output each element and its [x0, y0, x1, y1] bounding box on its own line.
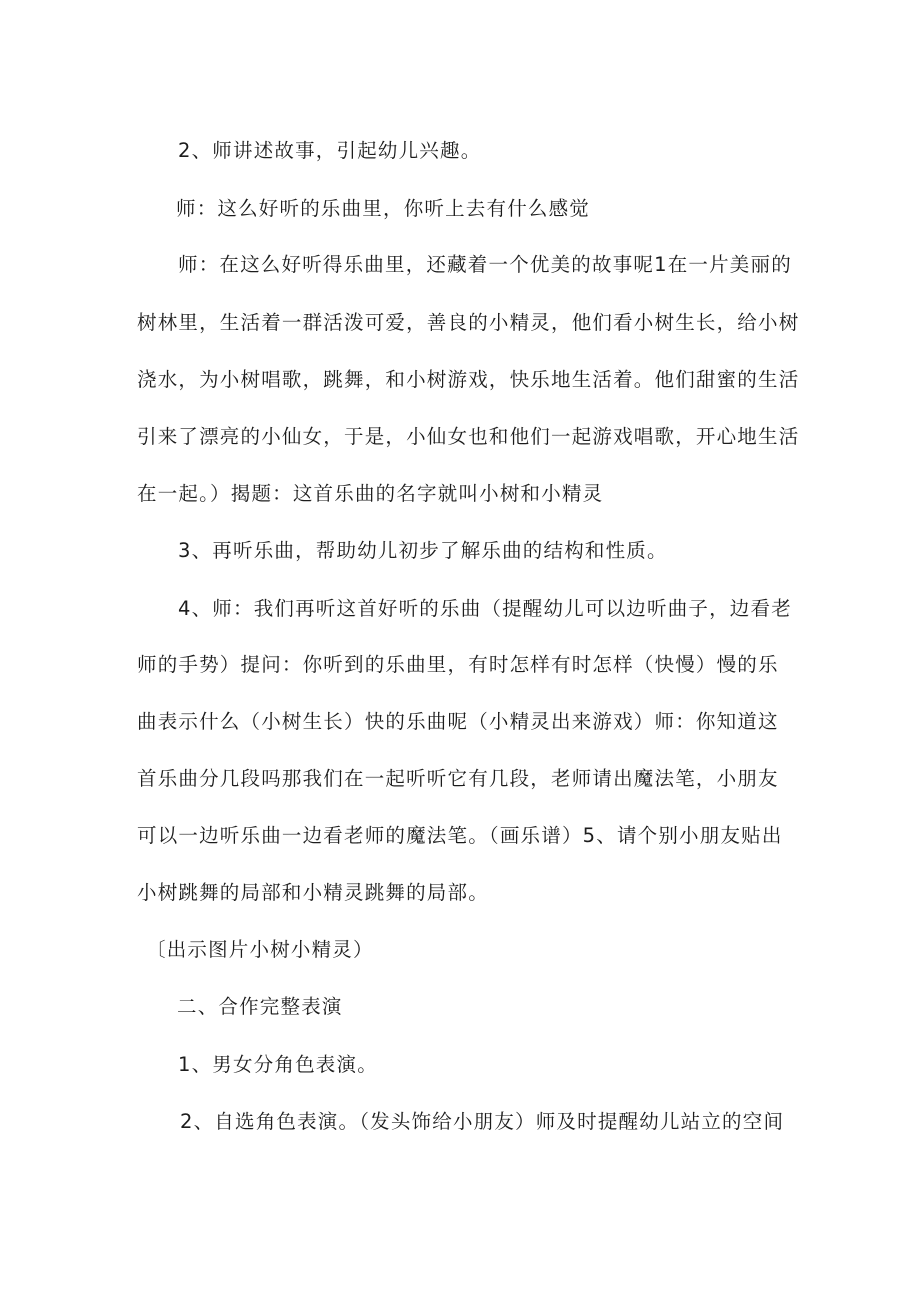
- text-line-step-4-1: 4、师：我们再听这首好听的乐曲（提醒幼儿可以边听曲子，边看老: [178, 597, 792, 620]
- text-line-story-5: 在一起。）揭题：这首乐曲的名字就叫小树和小精灵: [137, 482, 604, 505]
- text-line-step-4-3: 曲表示什么（小树生长）快的乐曲呢（小精灵出来游戏）师：你知道这: [137, 710, 779, 733]
- text-line-step-2: 2、师讲述故事，引起幼儿兴趣。: [178, 139, 482, 162]
- text-line-step-4-6: 小树跳舞的局部和小精灵跳舞的局部。: [137, 881, 489, 904]
- text-line-step-4-5: 可以一边听乐曲一边看老师的魔法笔。（画乐谱）5、请个别小朋友贴出: [137, 824, 783, 847]
- section-heading-cooperative-performance: 二、合作完整表演: [177, 995, 343, 1018]
- text-line-story-2: 树林里，生活着一群活泼可爱，善良的小精灵，他们看小树生长，给小树: [137, 311, 800, 334]
- text-line-story-1: 师：在这么好听得乐曲里，还藏着一个优美的故事呢1在一片美丽的: [178, 253, 792, 276]
- text-line-step-4-4: 首乐曲分几段吗那我们在一起听听它有几段，老师请出魔法笔，小朋友: [137, 767, 779, 790]
- text-line-story-3: 浇水，为小树唱歌，跳舞，和小树游戏，快乐地生活着。他们甜蜜的生活: [137, 368, 800, 391]
- text-line-story-4: 引来了漂亮的小仙女，于是，小仙女也和他们一起游戏唱歌，开心地生活: [137, 425, 800, 448]
- text-line-step-4-2: 师的手势）提问：你听到的乐曲里，有时怎样有时怎样（快慢）慢的乐: [137, 653, 779, 676]
- text-line-teacher-question: 师：这么好听的乐曲里，你听上去有什么感觉: [176, 197, 591, 220]
- text-line-step-3: 3、再听乐曲，帮助幼儿初步了解乐曲的结构和性质。: [178, 539, 668, 562]
- text-line-show-picture: 〔出示图片小树小精灵）: [146, 938, 374, 961]
- text-line-role-play-2: 2、自选角色表演。（发头饰给小朋友）师及时提醒幼儿站立的空间: [180, 1110, 785, 1133]
- text-line-role-play-1: 1、男女分角色表演。: [178, 1053, 378, 1076]
